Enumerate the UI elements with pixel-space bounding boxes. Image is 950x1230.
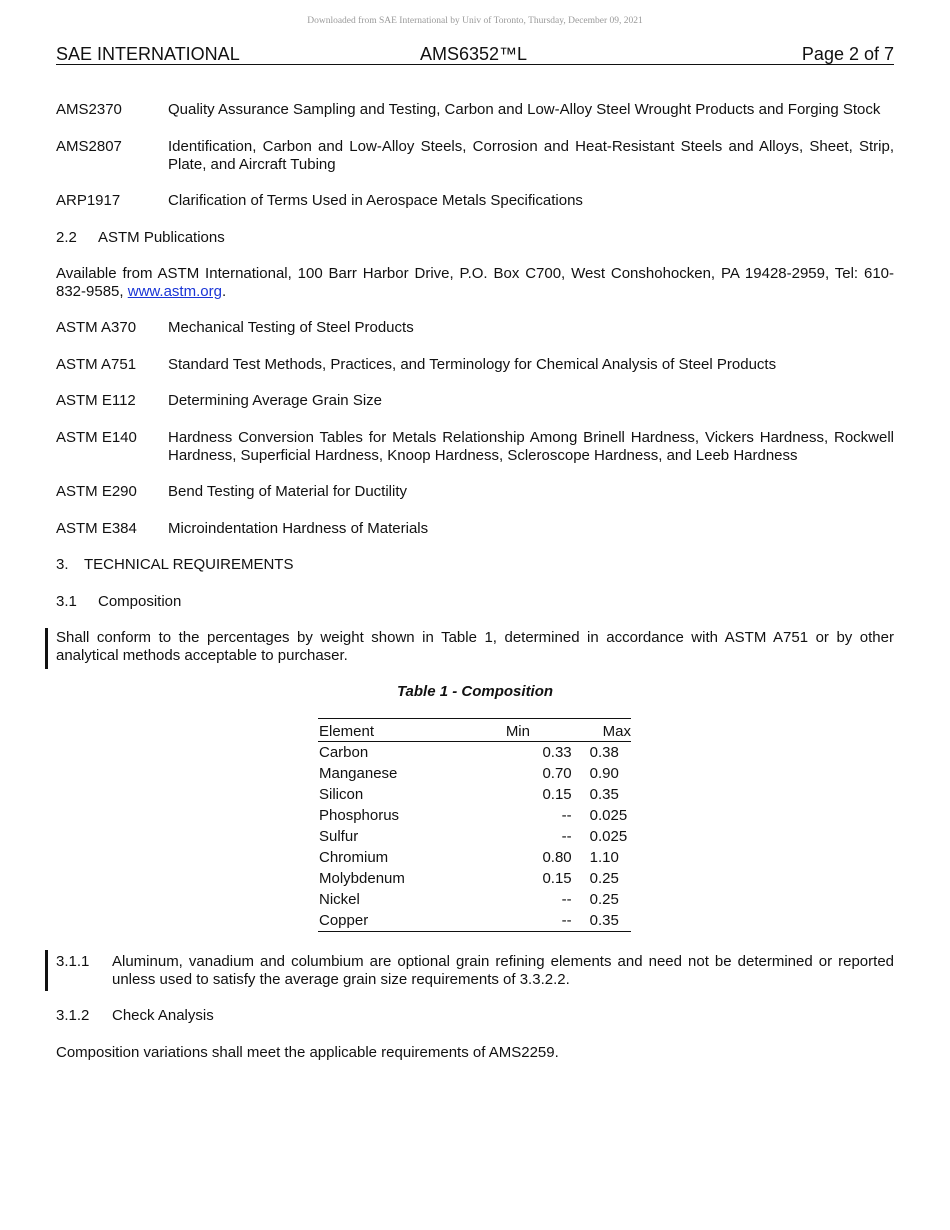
download-watermark: Downloaded from SAE International by Univ of Toronto, Thursday, December 09, 2021 (307, 16, 643, 26)
table-row (318, 805, 631, 826)
section-number: 3. (56, 556, 69, 573)
table-caption: Table 1 - Composition (396, 683, 554, 700)
section-heading-3 (56, 556, 293, 574)
section-heading-2-2 (56, 229, 225, 247)
element-cell: Molybdenum (319, 870, 405, 887)
section-title: TECHNICAL REQUIREMENTS (84, 556, 294, 573)
table-row (318, 847, 631, 868)
max-cell: 0.25 (589, 891, 619, 908)
composition-table (318, 718, 631, 932)
astm-website-link[interactable]: www.astm.org (127, 283, 222, 300)
reference-item (56, 101, 894, 119)
max-cell: 0.38 (589, 744, 619, 761)
reference-item (56, 392, 894, 410)
reference-code: ASTM A370 (56, 319, 137, 336)
min-cell: -- (561, 807, 572, 824)
element-cell: Chromium (319, 849, 389, 866)
column-header-max: Max (590, 719, 631, 742)
reference-code: ASTM E112 (56, 392, 136, 409)
section-number: 3.1.2 (56, 1007, 90, 1024)
max-cell: 0.25 (589, 870, 619, 887)
change-bar (45, 950, 48, 991)
page-header (56, 44, 894, 65)
table-row (318, 763, 631, 784)
reference-code: AMS2807 (56, 138, 122, 155)
reference-title: Mechanical Testing of Steel Products (168, 319, 414, 336)
reference-item (56, 138, 894, 174)
reference-code: ASTM A751 (56, 356, 137, 373)
table-row (318, 826, 631, 847)
element-cell: Phosphorus (319, 807, 400, 824)
reference-code: ASTM E290 (56, 483, 137, 500)
max-cell: 1.10 (589, 849, 619, 866)
astm-availability-paragraph (56, 265, 894, 301)
reference-item (56, 429, 894, 465)
check-analysis-paragraph: Composition variations shall meet the applicable requirements of AMS2259. (56, 1044, 559, 1061)
reference-title: Standard Test Methods, Practices, and Terminology for Chemical Analysis of Steel Products (168, 356, 777, 373)
min-cell: 0.80 (542, 849, 572, 866)
change-bar (45, 628, 48, 669)
max-cell: 0.90 (589, 765, 619, 782)
reference-title: Bend Testing of Material for Ductility (168, 483, 407, 500)
composition-paragraph: Shall conform to the percentages by weight shown in Table 1, determined in accordance with ASTM A751 or by other analytical methods acceptable to purchaser. (56, 629, 894, 664)
section-text: Aluminum, vanadium and columbium are optional grain refining elements and need not be determined or reported unless used to satisfy the average grain size requirements of 3.3.2.2. (112, 953, 894, 988)
max-cell: 0.025 (589, 807, 628, 824)
section-heading-3-1 (56, 593, 181, 611)
min-cell: 0.15 (542, 786, 572, 803)
min-cell: 0.15 (542, 870, 572, 887)
reference-title: Clarification of Terms Used in Aerospace Metals Specifications (168, 192, 583, 209)
availability-text: Available from ASTM International, 100 Barr Harbor Drive, P.O. Box C700, West Conshohocken, PA 19428-2959, Tel: 610-832-9585, (56, 265, 894, 300)
element-cell: Silicon (319, 786, 364, 803)
section-number: 3.1.1 (56, 953, 90, 970)
section-title: ASTM Publications (98, 229, 225, 246)
section-heading-3-1-2 (56, 1007, 214, 1025)
max-cell: 0.35 (590, 910, 631, 932)
reference-title: Microindentation Hardness of Materials (168, 520, 429, 537)
reference-title: Hardness Conversion Tables for Metals Relationship Among Brinell Hardness, Vickers Hardness, Rockwell Hardness, Superficial Hardness, Knoop Hardness, Scleroscope Hardness, and Leeb Hardness (168, 429, 894, 464)
table-row (318, 784, 631, 805)
reference-title: Determining Average Grain Size (168, 392, 382, 409)
table-row (318, 868, 631, 889)
reference-code: AMS2370 (56, 101, 122, 118)
section-title: Check Analysis (112, 1007, 214, 1024)
section-number: 3.1 (56, 593, 77, 610)
header-doc-number: AMS6352™L (420, 44, 528, 64)
table-row (318, 910, 631, 932)
table-row (318, 742, 631, 764)
reference-code: ASTM E140 (56, 429, 137, 446)
element-cell: Manganese (319, 765, 398, 782)
reference-item (56, 319, 894, 337)
header-publisher: SAE INTERNATIONAL (56, 44, 240, 64)
reference-title: Identification, Carbon and Low-Alloy Steels, Corrosion and Heat-Resistant Steels and Alloys, Sheet, Strip, Plate, and Aircraft Tubing (168, 138, 894, 173)
table-header-row (318, 719, 631, 742)
element-cell: Sulfur (319, 828, 359, 845)
section-number: 2.2 (56, 229, 77, 246)
element-cell: Nickel (319, 891, 360, 908)
reference-code: ASTM E384 (56, 520, 137, 537)
reference-item (56, 356, 894, 374)
reference-item (56, 483, 894, 501)
column-header-element: Element (318, 719, 506, 742)
reference-title: Quality Assurance Sampling and Testing, Carbon and Low-Alloy Steel Wrought Products and Forging Stock (168, 101, 881, 118)
availability-end: . (221, 283, 227, 300)
table-row (318, 889, 631, 910)
min-cell: 0.70 (542, 765, 572, 782)
max-cell: 0.35 (589, 786, 619, 803)
min-cell: -- (561, 828, 572, 845)
section-3-1-1 (56, 953, 894, 989)
reference-code: ARP1917 (56, 192, 121, 209)
min-cell: -- (506, 910, 590, 932)
reference-item (56, 520, 894, 538)
section-title: Composition (98, 593, 182, 610)
min-cell: 0.33 (542, 744, 572, 761)
column-header-min: Min (506, 719, 590, 742)
element-cell: Carbon (319, 744, 369, 761)
reference-item (56, 192, 894, 210)
max-cell: 0.025 (589, 828, 628, 845)
element-cell: Copper (318, 910, 506, 932)
min-cell: -- (561, 891, 572, 908)
header-page-number: Page 2 of 7 (801, 44, 894, 64)
